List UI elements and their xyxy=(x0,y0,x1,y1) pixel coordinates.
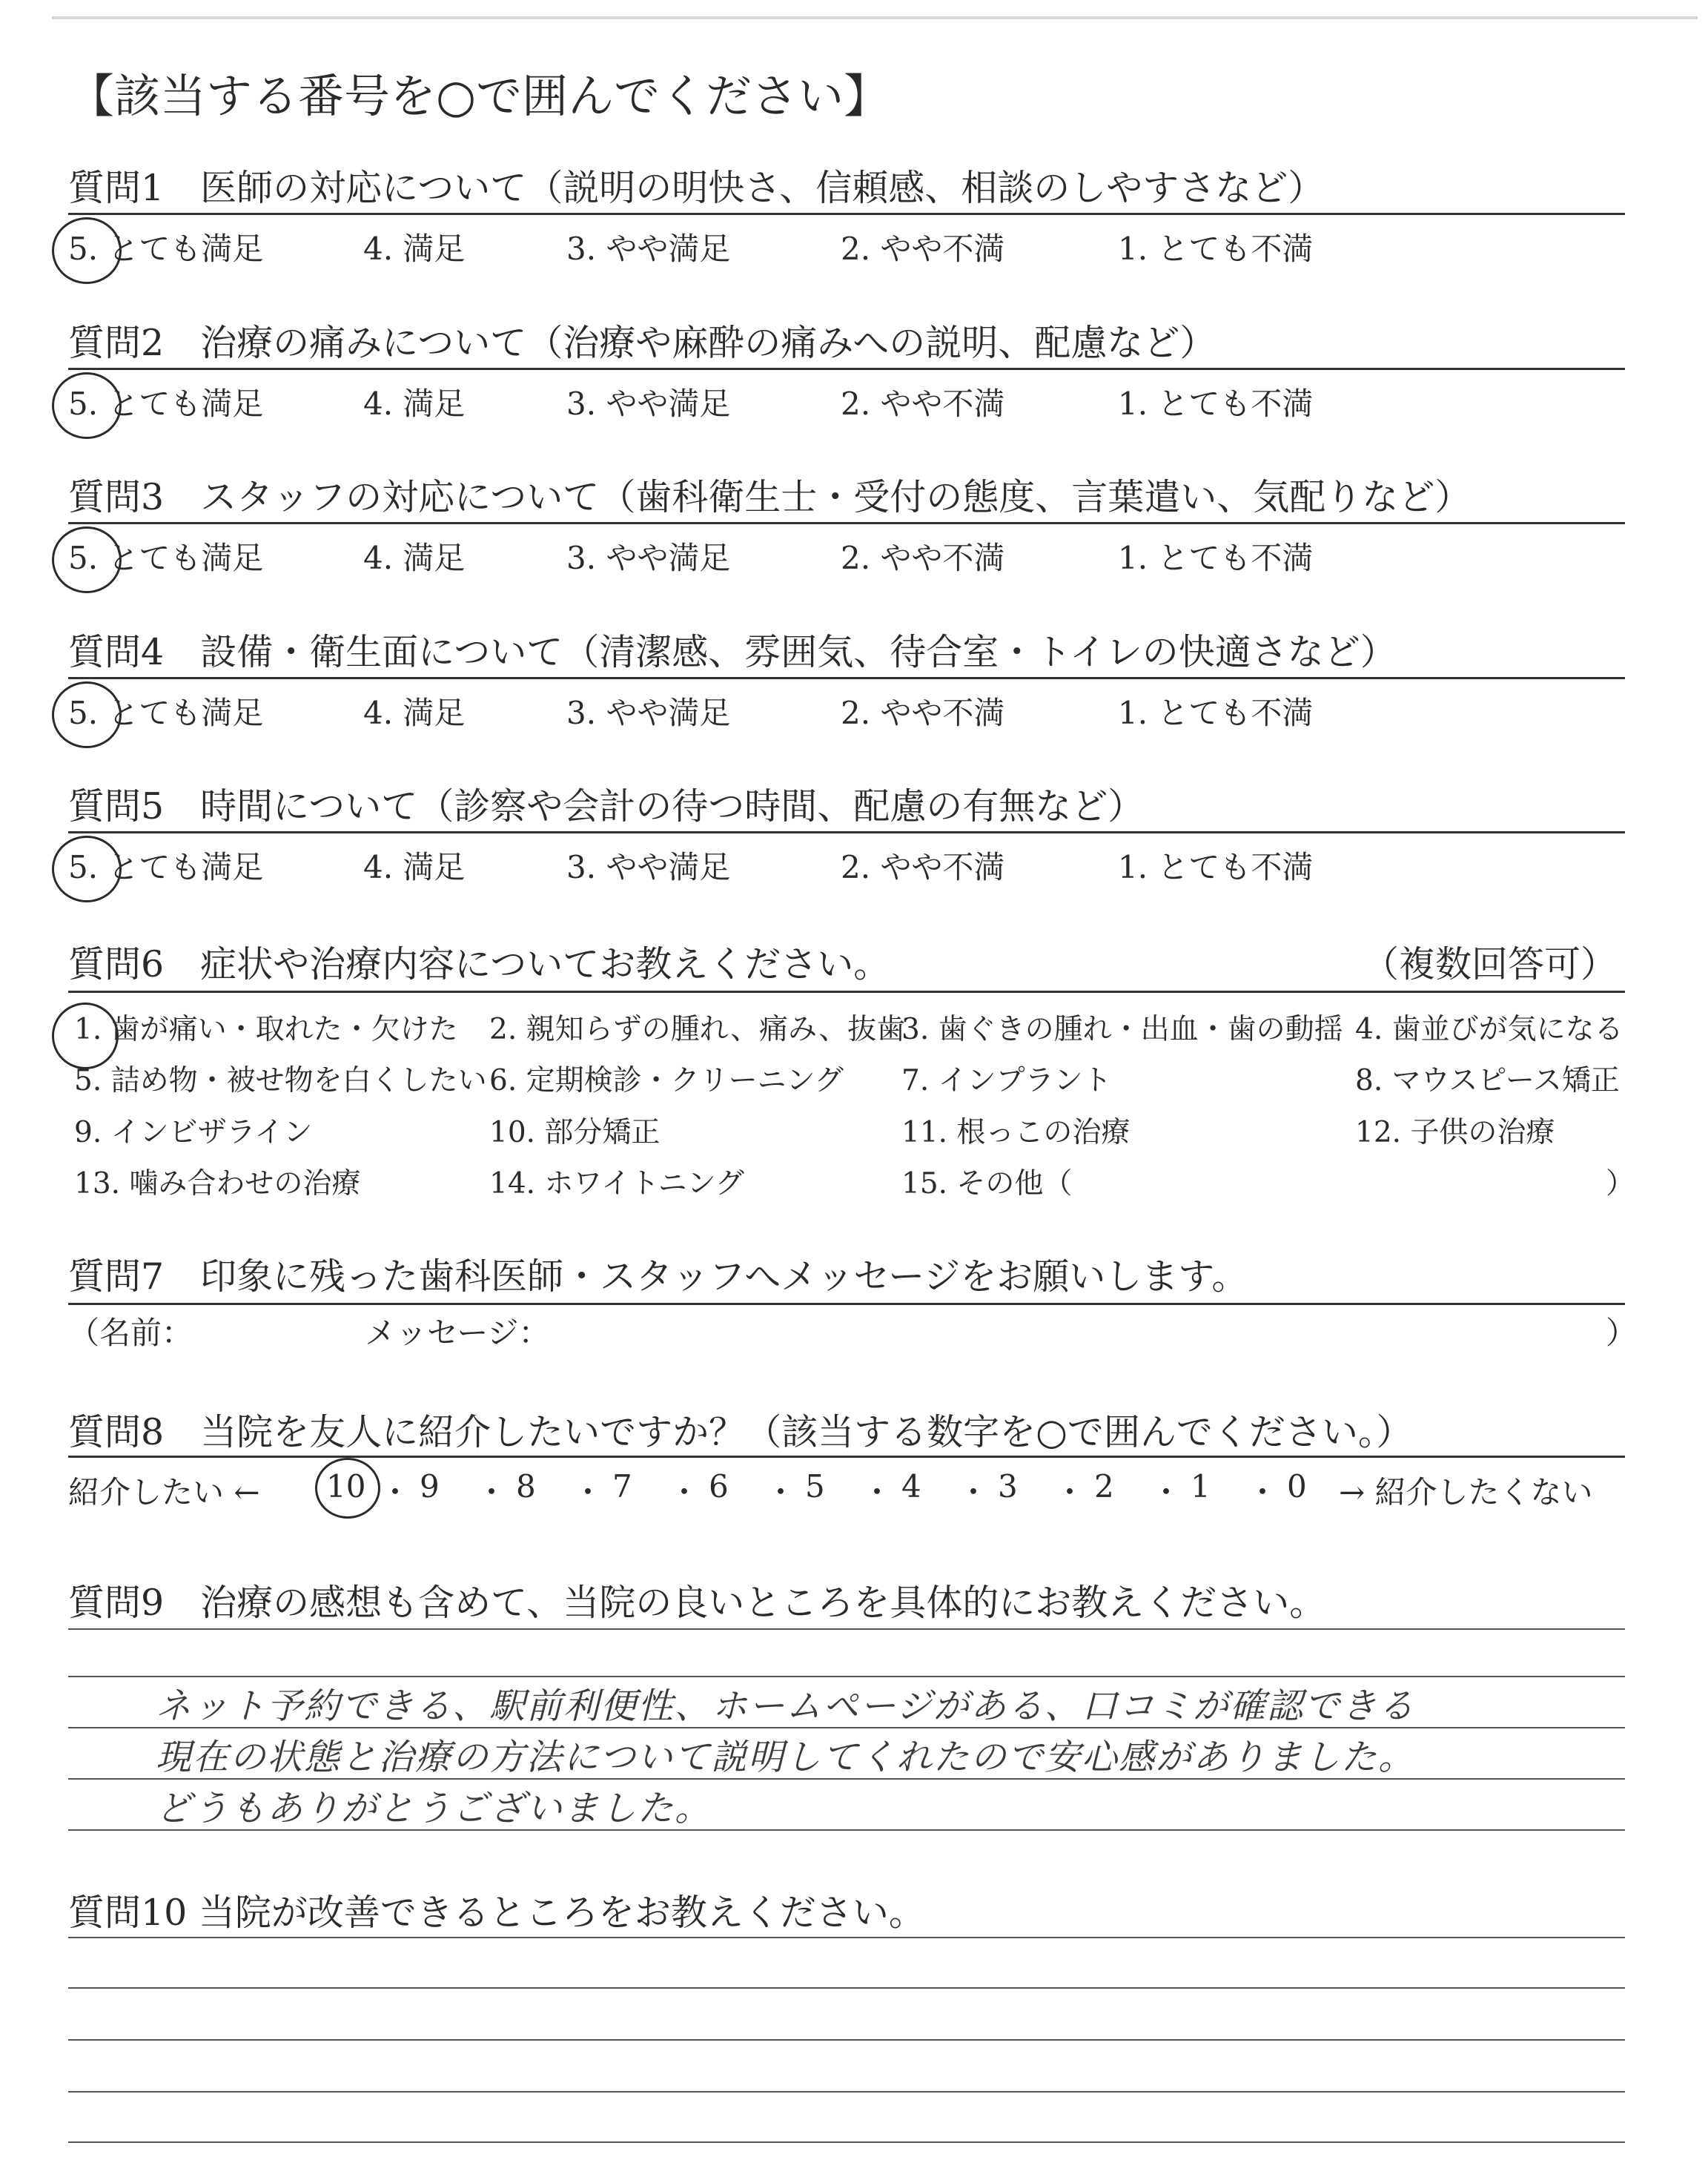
q8-score-4[interactable]: 4 xyxy=(901,1468,921,1505)
q9-rule-0 xyxy=(68,1628,1625,1630)
q10-rule-1 xyxy=(68,1987,1625,1989)
q4-option-2[interactable]: 2. やや不満 xyxy=(841,695,1005,731)
q5-rule xyxy=(68,831,1625,833)
q3-option-3[interactable]: 3. やや満足 xyxy=(566,540,731,576)
q8-score-10[interactable]: 10 xyxy=(326,1468,366,1505)
q8-score-2[interactable]: 2 xyxy=(1094,1468,1114,1505)
q1-selection-circle xyxy=(52,217,122,284)
instruction-header: 【該当する番号を○で囲んでください】 xyxy=(68,69,890,123)
q8-rule xyxy=(68,1456,1625,1458)
q1-option-3[interactable]: 3. やや満足 xyxy=(566,231,731,267)
q8-separator-dot: ・ xyxy=(1054,1474,1086,1510)
q8-separator-dot: ・ xyxy=(958,1474,990,1510)
q2-option-3[interactable]: 3. やや満足 xyxy=(566,386,731,422)
q3-option-4[interactable]: 4. 満足 xyxy=(363,540,466,576)
q3-rule xyxy=(68,522,1625,524)
q9-answer-line-3: どうもありがとうございました。 xyxy=(156,1788,712,1829)
q6-title: 質問6 症状や治療内容についてお教えください。 xyxy=(68,943,890,985)
q2-selection-circle xyxy=(52,372,122,439)
q8-separator-dot: ・ xyxy=(669,1474,701,1510)
q9-answer-line-1: ネット予約できる、駅前利便性、ホームページがある、口コミが確認できる xyxy=(156,1685,1416,1727)
q5-option-2[interactable]: 2. やや不満 xyxy=(841,849,1005,885)
q8-title: 質問8 当院を友人に紹介したいですか？（該当する数字を○で囲んでください。） xyxy=(68,1411,1413,1453)
q6-option-4[interactable]: 4. 歯並びが気になる xyxy=(1355,1013,1623,1046)
q7-message-label: メッセージ： xyxy=(365,1315,550,1351)
q1-option-4[interactable]: 4. 満足 xyxy=(363,231,466,267)
q6-option-2[interactable]: 2. 親知らずの腫れ、痛み、抜歯 xyxy=(489,1013,906,1046)
q8-score-0[interactable]: 0 xyxy=(1287,1468,1307,1505)
q8-left-label: 紹介したい ← xyxy=(68,1474,260,1510)
q6-option-14[interactable]: 14. ホワイトニング xyxy=(489,1167,744,1200)
q6-rule xyxy=(68,991,1625,993)
q5-option-1[interactable]: 1. とても不満 xyxy=(1118,849,1314,885)
q6-other-close-paren: ） xyxy=(1606,1167,1635,1200)
q8-score-6[interactable]: 6 xyxy=(709,1468,729,1505)
q8-separator-dot: ・ xyxy=(765,1474,797,1510)
q2-option-2[interactable]: 2. やや不満 xyxy=(841,386,1005,422)
q1-option-1[interactable]: 1. とても不満 xyxy=(1118,231,1314,267)
q3-option-5[interactable]: 5. とても満足 xyxy=(68,540,264,576)
q3-title: 質問3 スタッフの対応について（歯科衛生士・受付の態度、言葉遣い、気配りなど） xyxy=(68,476,1472,518)
q6-option-7[interactable]: 7. インプラント xyxy=(901,1064,1112,1097)
q10-title: 質問10 当院が改善できるところをお教えください。 xyxy=(68,1892,925,1934)
q8-score-1[interactable]: 1 xyxy=(1191,1468,1211,1505)
q4-option-1[interactable]: 1. とても不満 xyxy=(1118,695,1314,731)
q8-score-8[interactable]: 8 xyxy=(516,1468,536,1505)
q8-selection-circle xyxy=(315,1458,380,1519)
q6-option-6[interactable]: 6. 定期検診・クリーニング xyxy=(489,1064,844,1097)
q6-option-11[interactable]: 11. 根っこの治療 xyxy=(901,1116,1131,1149)
q4-selection-circle xyxy=(52,681,122,748)
q10-rule-2 xyxy=(68,2039,1625,2041)
q10-rule-4 xyxy=(68,2141,1625,2143)
q1-title: 質問1 医師の対応について（説明の明快さ、信頼感、相談のしやすさなど） xyxy=(68,167,1325,209)
q2-option-1[interactable]: 1. とても不満 xyxy=(1118,386,1314,422)
q7-name-label: （名前： xyxy=(68,1315,193,1351)
q2-title: 質問2 治療の痛みについて（治療や麻酔の痛みへの説明、配慮など） xyxy=(68,322,1217,364)
q6-option-12[interactable]: 12. 子供の治療 xyxy=(1355,1116,1555,1149)
q4-title: 質問4 設備・衛生面について（清潔感、雰囲気、待合室・トイレの快適さなど） xyxy=(68,631,1397,673)
q1-option-5[interactable]: 5. とても満足 xyxy=(68,231,264,267)
q4-option-3[interactable]: 3. やや満足 xyxy=(566,695,731,731)
q5-title: 質問5 時間について（診察や会計の待つ時間、配慮の有無など） xyxy=(68,785,1145,828)
q6-option-10[interactable]: 10. 部分矯正 xyxy=(489,1116,661,1149)
q5-option-5[interactable]: 5. とても満足 xyxy=(68,849,264,885)
q6-note: （複数回答可） xyxy=(1363,943,1618,985)
q6-option-9[interactable]: 9. インビザライン xyxy=(74,1116,313,1149)
q6-option-8[interactable]: 8. マウスピース矯正 xyxy=(1355,1064,1620,1097)
q8-score-5[interactable]: 5 xyxy=(805,1468,825,1505)
q5-option-3[interactable]: 3. やや満足 xyxy=(566,849,731,885)
q7-rule xyxy=(68,1303,1625,1305)
q3-option-1[interactable]: 1. とても不満 xyxy=(1118,540,1314,576)
q5-selection-circle xyxy=(52,836,122,902)
q6-option-1[interactable]: 1. 歯が痛い・取れた・欠けた xyxy=(74,1013,458,1046)
q8-separator-dot: ・ xyxy=(380,1474,411,1510)
q8-score-9[interactable]: 9 xyxy=(420,1468,440,1505)
q8-separator-dot: ・ xyxy=(476,1474,508,1510)
q8-separator-dot: ・ xyxy=(1247,1474,1279,1510)
q4-option-4[interactable]: 4. 満足 xyxy=(363,695,466,731)
q6-option-3[interactable]: 3. 歯ぐきの腫れ・出血・歯の動揺 xyxy=(901,1013,1343,1046)
q7-title: 質問7 印象に残った歯科医師・スタッフへメッセージをお願いします。 xyxy=(68,1255,1248,1298)
q7-close-paren: ） xyxy=(1606,1315,1638,1351)
q2-option-4[interactable]: 4. 満足 xyxy=(363,386,466,422)
q5-option-4[interactable]: 4. 満足 xyxy=(363,849,466,885)
q1-rule xyxy=(68,213,1625,215)
q1-option-2[interactable]: 2. やや不満 xyxy=(841,231,1005,267)
q2-option-5[interactable]: 5. とても満足 xyxy=(68,386,264,422)
q9-answer-line-2: 現在の状態と治療の方法について説明してくれたので安心感がありました。 xyxy=(156,1737,1416,1778)
page-top-edge xyxy=(52,16,1698,19)
q8-separator-dot: ・ xyxy=(572,1474,604,1510)
q10-rule-0 xyxy=(68,1937,1625,1938)
q9-title: 質問9 治療の感想も含めて、当院の良いところを具体的にお教えください。 xyxy=(68,1582,1326,1624)
q6-option-13[interactable]: 13. 噛み合わせの治療 xyxy=(74,1167,361,1200)
q8-right-label: → 紹介したくない xyxy=(1339,1474,1593,1510)
q4-option-5[interactable]: 5. とても満足 xyxy=(68,695,264,731)
q3-option-2[interactable]: 2. やや不満 xyxy=(841,540,1005,576)
q2-rule xyxy=(68,368,1625,370)
q3-selection-circle xyxy=(52,526,122,593)
q8-separator-dot: ・ xyxy=(1151,1474,1182,1510)
q4-rule xyxy=(68,677,1625,679)
q6-option-5[interactable]: 5. 詰め物・被せ物を白くしたい xyxy=(74,1064,487,1097)
q8-score-3[interactable]: 3 xyxy=(998,1468,1018,1505)
q6-selection-circle xyxy=(52,1003,119,1069)
q6-option-15[interactable]: 15. その他（ xyxy=(901,1167,1073,1200)
q8-separator-dot: ・ xyxy=(861,1474,893,1510)
q8-score-7[interactable]: 7 xyxy=(612,1468,632,1505)
q10-rule-3 xyxy=(68,2091,1625,2093)
